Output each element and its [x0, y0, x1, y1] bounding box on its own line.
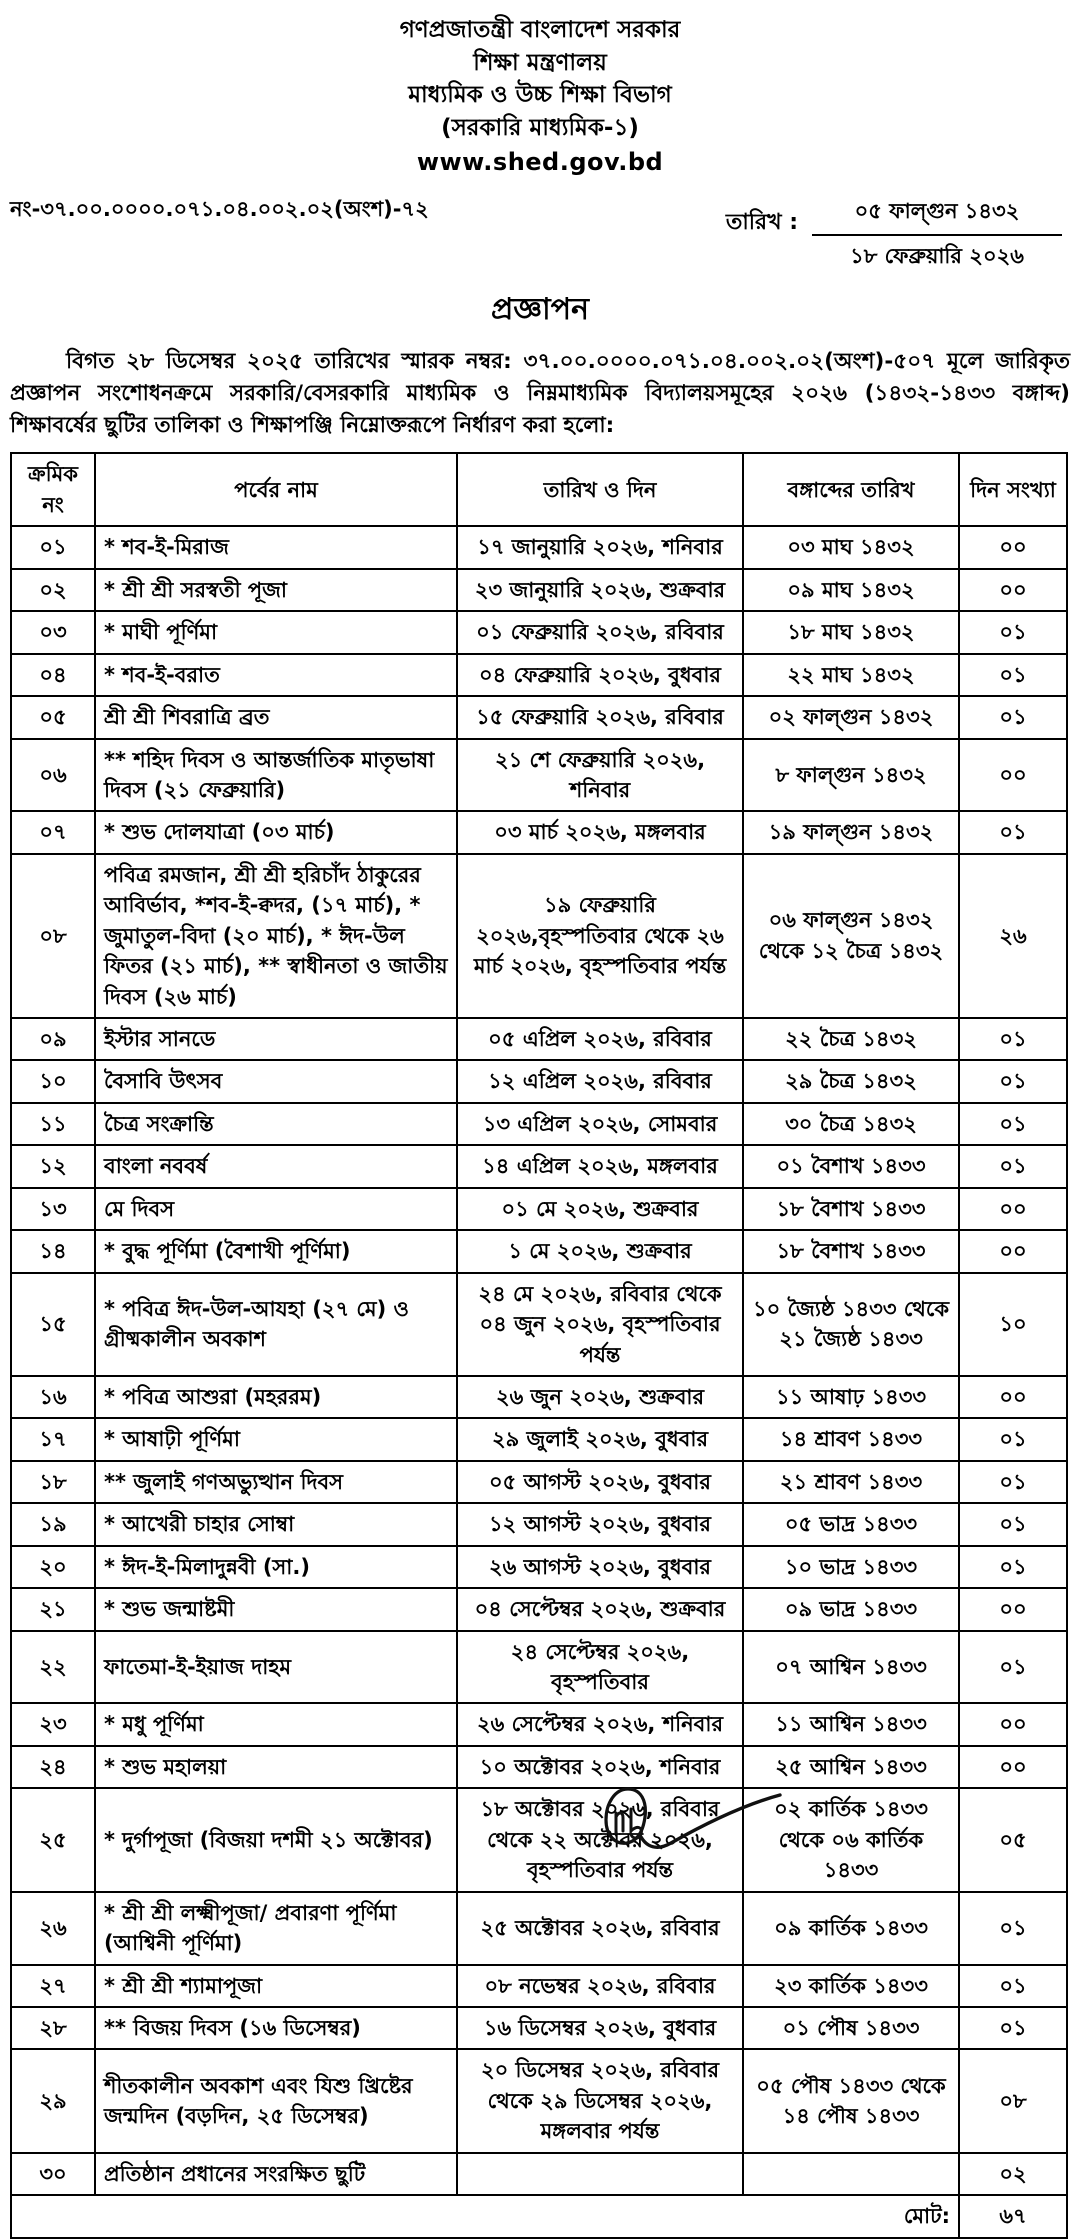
cell-day-count: ০০ [959, 569, 1067, 611]
table-row [11, 1018, 1067, 1060]
cell-date-day: ১৭ জানুয়ারি ২০২৬, শনিবার [457, 526, 743, 568]
cell-holiday-name: চৈত্র সংক্রান্তি [95, 1103, 457, 1145]
cell-serial: ২৯ [11, 2049, 95, 2152]
cell-holiday-name: * শুভ জন্মাষ্টমী [95, 1588, 457, 1630]
cell-serial: ২৭ [11, 1965, 95, 2007]
cell-holiday-name: ইস্টার সানডে [95, 1018, 457, 1060]
date-gregorian: ১৮ ফেব্রুয়ারি ২০২৬ [850, 243, 1024, 268]
cell-serial: ০৭ [11, 811, 95, 853]
cell-date-day: ২৪ মে ২০২৬, রবিবার থেকে ০৪ জুন ২০২৬, বৃহস্পতিবার পর্যন্ত [457, 1273, 743, 1376]
ministry-name: শিক্ষা মন্ত্রণালয় [473, 49, 607, 76]
table-row [11, 854, 1067, 1018]
page-title: প্রজ্ঞাপন [490, 291, 590, 327]
cell-serial: ১৯ [11, 1503, 95, 1545]
cell-serial: ১৪ [11, 1230, 95, 1272]
cell-day-count: ০১ [959, 1965, 1067, 2007]
cell-serial: ২২ [11, 1631, 95, 1704]
cell-date-day: ২৯ জুলাই ২০২৬, বুধবার [457, 1418, 743, 1460]
cell-bangla-date: ০১ বৈশাখ ১৪৩৩ [743, 1145, 959, 1187]
table-row [11, 1461, 1067, 1503]
table-row [11, 696, 1067, 738]
cell-holiday-name: * আষাঢ়ী পূর্ণিমা [95, 1418, 457, 1460]
cell-bangla-date: ০৭ আশ্বিন ১৪৩৩ [743, 1631, 959, 1704]
total-label: মোট: [11, 2195, 959, 2237]
cell-date-day: ০৩ মার্চ ২০২৬, মঙ্গলবার [457, 811, 743, 853]
cell-holiday-name: প্রতিষ্ঠান প্রধানের সংরক্ষিত ছুটি [95, 2153, 457, 2195]
cell-date-day: ১৬ ডিসেম্বর ২০২৬, বুধবার [457, 2007, 743, 2049]
cell-day-count: ০৫ [959, 1788, 1067, 1891]
table-row [11, 811, 1067, 853]
cell-bangla-date: ০৬ ফাল্গুন ১৪৩২ থেকে ১২ চৈত্র ১৪৩২ [743, 854, 959, 1018]
cell-serial: ২৮ [11, 2007, 95, 2049]
table-row [11, 1703, 1067, 1745]
cell-holiday-name: ** জুলাই গণঅভ্যুত্থান দিবস [95, 1461, 457, 1503]
table-row [11, 1892, 1067, 1965]
cell-serial: ১২ [11, 1145, 95, 1187]
cell-date-day: ১৪ এপ্রিল ২০২৬, মঙ্গলবার [457, 1145, 743, 1187]
cell-date-day: ০১ মে ২০২৬, শুক্রবার [457, 1188, 743, 1230]
cell-day-count: ০১ [959, 1546, 1067, 1588]
cell-day-count: ০০ [959, 739, 1067, 812]
cell-date-day: ১২ আগস্ট ২০২৬, বুধবার [457, 1503, 743, 1545]
cell-date-day: ২৬ আগস্ট ২০২৬, বুধবার [457, 1546, 743, 1588]
col-header-serial: ক্রমিক নং [11, 453, 95, 526]
cell-serial: ২৬ [11, 1892, 95, 1965]
cell-bangla-date: ১৯ ফাল্গুন ১৪৩২ [743, 811, 959, 853]
cell-serial: ১৮ [11, 1461, 95, 1503]
cell-holiday-name: বৈসাবি উৎসব [95, 1060, 457, 1102]
cell-date-day: ০৫ আগস্ট ২০২৬, বুধবার [457, 1461, 743, 1503]
cell-serial: ০৫ [11, 696, 95, 738]
website-url: www.shed.gov.bd [416, 147, 664, 176]
cell-date-day [457, 2153, 743, 2195]
table-row [11, 1746, 1067, 1788]
table-row [11, 739, 1067, 812]
table-row [11, 1188, 1067, 1230]
cell-date-day: ১৮ অক্টোবর ২০২৬, রবিবার থেকে ২২ অক্টোবর ২০২৬, বৃহস্পতিবার পর্যন্ত [457, 1788, 743, 1891]
date-bangla: ০৫ ফাল্গুন ১৪৩২ [812, 193, 1062, 236]
cell-serial: ০৮ [11, 854, 95, 1018]
cell-holiday-name: পবিত্র রমজান, শ্রী শ্রী হরিচাঁদ ঠাকুরের আবির্ভাব, *শব-ই-ক্বদর, (১৭ মার্চ), * জুমাতুল-বিদা (২০ মার্চ), * ঈদ-উল ফিতর (২১ মার্চ), ** স্বাধীনতা ও জাতীয় দিবস (২৬ মার্চ) [95, 854, 457, 1018]
cell-holiday-name: * শব-ই-মিরাজ [95, 526, 457, 568]
handwritten-signature [575, 1765, 805, 1875]
cell-holiday-name: * ঈদ-ই-মিলাদুন্নবী (সা.) [95, 1546, 457, 1588]
cell-holiday-name: শ্রী শ্রী শিবরাত্রি ব্রত [95, 696, 457, 738]
table-row [11, 2153, 1067, 2195]
cell-serial: ১৭ [11, 1418, 95, 1460]
cell-holiday-name: ফাতেমা-ই-ইয়াজ দাহম [95, 1631, 457, 1704]
cell-bangla-date: ২৯ চৈত্র ১৪৩২ [743, 1060, 959, 1102]
cell-serial: ২৩ [11, 1703, 95, 1745]
table-row [11, 2049, 1067, 2152]
cell-holiday-name: মে দিবস [95, 1188, 457, 1230]
cell-holiday-name: বাংলা নববর্ষ [95, 1145, 457, 1187]
cell-date-day: ০৪ ফেব্রুয়ারি ২০২৬, বুধবার [457, 654, 743, 696]
col-header-date: তারিখ ও দিন [457, 453, 743, 526]
cell-holiday-name: * শ্রী শ্রী সরস্বতী পূজা [95, 569, 457, 611]
table-row [11, 1060, 1067, 1102]
cell-serial: ৩০ [11, 2153, 95, 2195]
cell-serial: ২৪ [11, 1746, 95, 1788]
cell-holiday-name: ** বিজয় দিবস (১৬ ডিসেম্বর) [95, 2007, 457, 2049]
table-row [11, 1965, 1067, 2007]
cell-date-day: ২১ শে ফেব্রুয়ারি ২০২৬, শনিবার [457, 739, 743, 812]
table-row [11, 1588, 1067, 1630]
cell-day-count: ০১ [959, 1060, 1067, 1102]
cell-date-day: ১০ অক্টোবর ২০২৬, শনিবার [457, 1746, 743, 1788]
cell-holiday-name: শীতকালীন অবকাশ এবং যিশু খ্রিষ্টের জন্মদিন (বড়দিন, ২৫ ডিসেম্বর) [95, 2049, 457, 2152]
holiday-table [10, 452, 1068, 2238]
cell-day-count: ০১ [959, 1418, 1067, 1460]
cell-day-count: ০০ [959, 526, 1067, 568]
cell-day-count: ০০ [959, 1746, 1067, 1788]
cell-bangla-date: ১১ আশ্বিন ১৪৩৩ [743, 1703, 959, 1745]
cell-day-count: ০০ [959, 1703, 1067, 1745]
cell-day-count: ০১ [959, 611, 1067, 653]
cell-day-count: ০৮ [959, 2049, 1067, 2152]
cell-bangla-date: ১০ জ্যৈষ্ঠ ১৪৩৩ থেকে ২১ জ্যৈষ্ঠ ১৪৩৩ [743, 1273, 959, 1376]
division-name: মাধ্যমিক ও উচ্চ শিক্ষা বিভাগ [408, 82, 672, 109]
cell-bangla-date: ১০ ভাদ্র ১৪৩৩ [743, 1546, 959, 1588]
cell-holiday-name: * মধু পূর্ণিমা [95, 1703, 457, 1745]
cell-date-day: ১৫ ফেব্রুয়ারি ২০২৬, রবিবার [457, 696, 743, 738]
table-row [11, 1546, 1067, 1588]
cell-date-day: ২৬ সেপ্টেম্বর ২০২৬, শনিবার [457, 1703, 743, 1745]
cell-date-day: ১৩ এপ্রিল ২০২৬, সোমবার [457, 1103, 743, 1145]
section-name: (সরকারি মাধ্যমিক-১) [441, 114, 639, 141]
cell-serial: ১১ [11, 1103, 95, 1145]
cell-day-count: ০১ [959, 1103, 1067, 1145]
cell-serial: ০৩ [11, 611, 95, 653]
cell-bangla-date [743, 2153, 959, 2195]
table-row [11, 1145, 1067, 1187]
cell-day-count: ০১ [959, 2007, 1067, 2049]
intro-paragraph: বিগত ২৮ ডিসেম্বর ২০২৫ তারিখের স্মারক নম্বর: ৩৭.০০.০০০০.০৭১.০৪.০০২.০২(অংশ)-৫০৭ মূলে জারিকৃত প্রজ্ঞাপন সংশোধনক্রমে সরকারি/বেসরকারি মাধ্যমিক ও নিম্নমাধ্যমিক বিদ্যালয়সমূহের ২০২৬ (১৪৩২-১৪৩৩ বঙ্গাব্দ) শিক্ষাবর্ষের ছুটির তালিকা ও শিক্ষাপঞ্জি নিম্নোক্তরূপে নির্ধারণ করা হলো: [10, 348, 1070, 439]
cell-serial: ১৬ [11, 1376, 95, 1418]
cell-holiday-name: * পবিত্র ঈদ-উল-আযহা (২৭ মে) ও গ্রীষ্মকালীন অবকাশ [95, 1273, 457, 1376]
cell-bangla-date: ১৮ মাঘ ১৪৩২ [743, 611, 959, 653]
cell-bangla-date: ২৩ কার্তিক ১৪৩৩ [743, 1965, 959, 2007]
cell-holiday-name: * দুর্গাপূজা (বিজয়া দশমী ২১ অক্টোবর) [95, 1788, 457, 1891]
cell-holiday-name: * শুভ মহালয়া [95, 1746, 457, 1788]
table-row [11, 1788, 1067, 1891]
cell-holiday-name: * শুভ দোলযাত্রা (০৩ মার্চ) [95, 811, 457, 853]
memo-row [8, 193, 1072, 275]
cell-date-day: ০১ ফেব্রুয়ারি ২০২৬, রবিবার [457, 611, 743, 653]
table-header-row [11, 453, 1067, 526]
cell-holiday-name: * মাঘী পূর্ণিমা [95, 611, 457, 653]
cell-holiday-name: * পবিত্র আশুরা (মহররম) [95, 1376, 457, 1418]
cell-date-day: ১ মে ২০২৬, শুক্রবার [457, 1230, 743, 1272]
table-row [11, 1418, 1067, 1460]
cell-date-day: ০৫ এপ্রিল ২০২৬, রবিবার [457, 1018, 743, 1060]
cell-date-day: ২০ ডিসেম্বর ২০২৬, রবিবার থেকে ২৯ ডিসেম্বর ২০২৬, মঙ্গলবার পর্যন্ত [457, 2049, 743, 2152]
cell-date-day: ২৬ জুন ২০২৬, শুক্রবার [457, 1376, 743, 1418]
cell-bangla-date: ১৮ বৈশাখ ১৪৩৩ [743, 1188, 959, 1230]
cell-day-count: ০১ [959, 1892, 1067, 1965]
cell-day-count: ০০ [959, 1376, 1067, 1418]
table-row [11, 1503, 1067, 1545]
cell-date-day: ২৩ জানুয়ারি ২০২৬, শুক্রবার [457, 569, 743, 611]
government-name: গণপ্রজাতন্ত্রী বাংলাদেশ সরকার [399, 17, 681, 43]
cell-date-day: ২৫ অক্টোবর ২০২৬, রবিবার [457, 1892, 743, 1965]
date-label: তারিখ : [725, 209, 798, 235]
cell-holiday-name: * বুদ্ধ পূর্ণিমা (বৈশাখী পূর্ণিমা) [95, 1230, 457, 1272]
col-header-name: পর্বের নাম [95, 453, 457, 526]
date-block [726, 193, 1062, 275]
cell-serial: ১৫ [11, 1273, 95, 1376]
cell-bangla-date: ০১ পৌষ ১৪৩৩ [743, 2007, 959, 2049]
cell-day-count: ২৬ [959, 854, 1067, 1018]
cell-day-count: ০১ [959, 1631, 1067, 1704]
cell-serial: ০২ [11, 569, 95, 611]
cell-day-count: ০১ [959, 1503, 1067, 1545]
table-row [11, 654, 1067, 696]
cell-bangla-date: ২৫ আশ্বিন ১৪৩৩ [743, 1746, 959, 1788]
cell-date-day: ২৪ সেপ্টেম্বর ২০২৬, বৃহস্পতিবার [457, 1631, 743, 1704]
memo-number: নং-৩৭.০০.০০০০.০৭১.০৪.০০২.০২(অংশ)-৭২ [10, 196, 429, 221]
cell-bangla-date: ০২ ফাল্গুন ১৪৩২ [743, 696, 959, 738]
cell-bangla-date: ২২ মাঘ ১৪৩২ [743, 654, 959, 696]
cell-day-count: ০১ [959, 696, 1067, 738]
cell-day-count: ০১ [959, 1145, 1067, 1187]
cell-bangla-date: ০৯ কার্তিক ১৪৩৩ [743, 1892, 959, 1965]
table-row [11, 1273, 1067, 1376]
cell-bangla-date: ০৫ ভাদ্র ১৪৩৩ [743, 1503, 959, 1545]
cell-date-day: ০৮ নভেম্বর ২০২৬, রবিবার [457, 1965, 743, 2007]
cell-holiday-name: * শ্রী শ্রী লক্ষ্মীপূজা/ প্রবারণা পূর্ণিমা (আশ্বিনী পূর্ণিমা) [95, 1892, 457, 1965]
cell-day-count: ১০ [959, 1273, 1067, 1376]
cell-day-count: ০১ [959, 1018, 1067, 1060]
cell-bangla-date: ০৯ ভাদ্র ১৪৩৩ [743, 1588, 959, 1630]
cell-bangla-date: ১৪ শ্রাবণ ১৪৩৩ [743, 1418, 959, 1460]
cell-day-count: ০১ [959, 654, 1067, 696]
cell-day-count: ০২ [959, 2153, 1067, 2195]
cell-bangla-date: ০২ কার্তিক ১৪৩৩ থেকে ০৬ কার্তিক ১৪৩৩ [743, 1788, 959, 1891]
date-values [812, 193, 1062, 275]
cell-date-day: ০৪ সেপ্টেম্বর ২০২৬, শুক্রবার [457, 1588, 743, 1630]
signature-icon [575, 1765, 805, 1875]
cell-holiday-name: ** শহিদ দিবস ও আন্তর্জাতিক মাতৃভাষা দিবস (২১ ফেব্রুয়ারি) [95, 739, 457, 812]
cell-day-count: ০০ [959, 1188, 1067, 1230]
cell-date-day: ১৯ ফেব্রুয়ারি ২০২৬,বৃহস্পতিবার থেকে ২৬ মার্চ ২০২৬, বৃহস্পতিবার পর্যন্ত [457, 854, 743, 1018]
col-header-bangla-date: বঙ্গাব্দের তারিখ [743, 453, 959, 526]
total-row [11, 2195, 1067, 2237]
cell-bangla-date: ২২ চৈত্র ১৪৩২ [743, 1018, 959, 1060]
total-value: ৬৭ [959, 2195, 1067, 2237]
table-row [11, 1103, 1067, 1145]
table-row [11, 611, 1067, 653]
holiday-table-body [11, 526, 1067, 2195]
cell-holiday-name: * আখেরী চাহার সোম্বা [95, 1503, 457, 1545]
table-row [11, 569, 1067, 611]
cell-bangla-date: ০৯ মাঘ ১৪৩২ [743, 569, 959, 611]
cell-serial: ০৬ [11, 739, 95, 812]
cell-day-count: ০০ [959, 1588, 1067, 1630]
cell-serial: ০১ [11, 526, 95, 568]
cell-serial: ২০ [11, 1546, 95, 1588]
cell-bangla-date: ১৮ বৈশাখ ১৪৩৩ [743, 1230, 959, 1272]
cell-serial: ১০ [11, 1060, 95, 1102]
table-row [11, 1376, 1067, 1418]
cell-bangla-date: ৩০ চৈত্র ১৪৩২ [743, 1103, 959, 1145]
cell-day-count: ০১ [959, 1461, 1067, 1503]
cell-serial: ২৫ [11, 1788, 95, 1891]
cell-day-count: ০১ [959, 811, 1067, 853]
letterhead [8, 14, 1072, 179]
cell-bangla-date: ০৫ পৌষ ১৪৩৩ থেকে ১৪ পৌষ ১৪৩৩ [743, 2049, 959, 2152]
cell-serial: ০৪ [11, 654, 95, 696]
cell-bangla-date: ৮ ফাল্গুন ১৪৩২ [743, 739, 959, 812]
cell-serial: ১৩ [11, 1188, 95, 1230]
cell-bangla-date: ২১ শ্রাবণ ১৪৩৩ [743, 1461, 959, 1503]
cell-serial: ২১ [11, 1588, 95, 1630]
table-row [11, 2007, 1067, 2049]
cell-bangla-date: ০৩ মাঘ ১৪৩২ [743, 526, 959, 568]
table-row [11, 1230, 1067, 1272]
cell-date-day: ১২ এপ্রিল ২০২৬, রবিবার [457, 1060, 743, 1102]
table-row [11, 1631, 1067, 1704]
cell-holiday-name: * শব-ই-বরাত [95, 654, 457, 696]
cell-bangla-date: ১১ আষাঢ় ১৪৩৩ [743, 1376, 959, 1418]
cell-serial: ০৯ [11, 1018, 95, 1060]
cell-day-count: ০০ [959, 1230, 1067, 1272]
cell-holiday-name: * শ্রী শ্রী শ্যামাপূজা [95, 1965, 457, 2007]
table-row [11, 526, 1067, 568]
col-header-days: দিন সংখ্যা [959, 453, 1067, 526]
